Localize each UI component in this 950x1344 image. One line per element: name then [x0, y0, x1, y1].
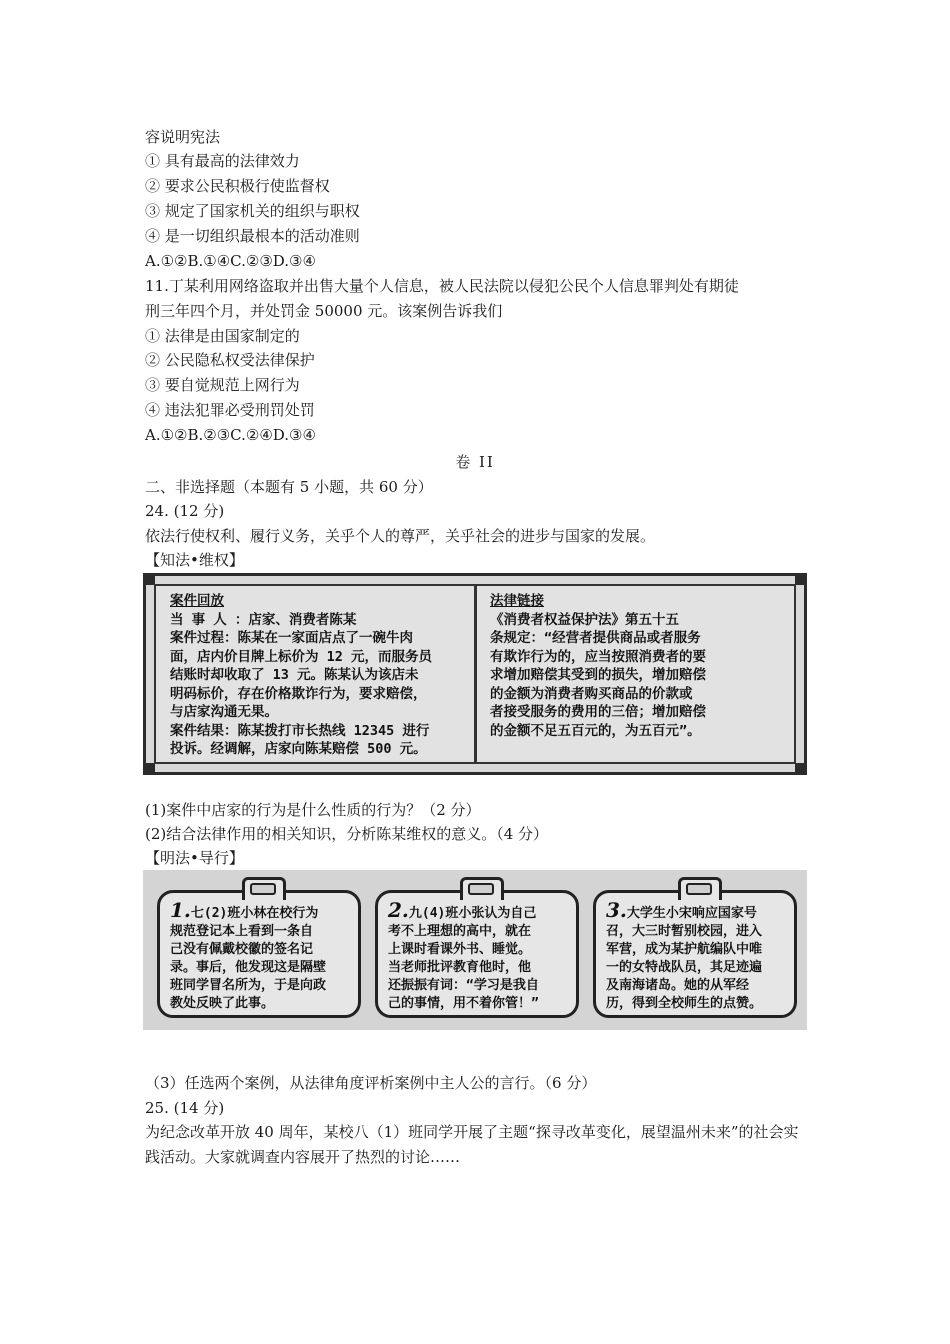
q25-number: 25. (14 分)	[145, 1099, 225, 1117]
case-card-line: 军营，成为某护航编队中唯	[606, 942, 763, 957]
case-review-line: 案件过程：陈某在一家面店点了一碗牛肉	[170, 630, 413, 646]
q24-number: 24. (12 分)	[145, 502, 225, 520]
case-card-line: 教处反映了此事。	[170, 996, 275, 1011]
camera-icon	[468, 883, 494, 895]
q10-option-4: ④ 是一切组织最根本的活动准则	[145, 227, 360, 245]
case-review-line: 案件结果：陈某拨打市长热线 12345 进行	[170, 722, 430, 739]
q24-intro: 依法行使权利、履行义务，关乎个人的尊严，关乎社会的进步与国家的发展。	[145, 527, 656, 545]
q10-option-2: ② 要求公民积极行使监督权	[145, 177, 330, 195]
case-card-line: 历，得到全校师生的点赞。	[606, 996, 763, 1011]
q24-part2-title: 【明法•导行】	[145, 849, 244, 867]
case-card-line: 规范登记本上看到一条自	[170, 924, 314, 939]
case-card-2	[375, 890, 579, 1018]
case-review-title: 案件回放	[170, 593, 224, 609]
case-card-1	[157, 890, 361, 1018]
q11-option-3: ③ 要自觉规范上网行为	[145, 376, 300, 394]
case-card-line: 上课时看课外书、睡觉。	[388, 942, 532, 957]
q11-stem-line2: 刑三年四个月，并处罚金 50000 元。该案例告诉我们	[145, 302, 503, 320]
volume-title: 卷 II	[455, 453, 495, 471]
q24-part1-title: 【知法•维权】	[145, 551, 244, 569]
case-card-line: 当老师批评教育他时，他	[388, 960, 532, 975]
legal-link-line: 《消费者权益保护法》第五十五	[490, 611, 679, 628]
case-card-line: 及南海诸岛。她的从军经	[606, 978, 750, 993]
legal-link-line: 的金额为消费者购买商品的价款或	[490, 685, 693, 702]
case-review-line: 明码标价，存在价格欺诈行为，要求赔偿，	[170, 685, 427, 702]
q11-answers: A.①②B.②③C.②④D.③④	[145, 426, 316, 444]
camera-icon	[250, 883, 276, 895]
case-review-line: 面，店内价目牌上标价为 12 元，而服务员	[170, 648, 433, 665]
q24-sub2: (2)结合法律作用的相关知识，分析陈某维权的意义。（4 分）	[145, 825, 549, 843]
q11-stem-line1: 11.丁某利用网络盗取并出售大量个人信息，被人民法院以侵犯公民个人信息罪判处有期徒	[145, 277, 739, 295]
legal-link-title: 法律链接	[490, 593, 544, 609]
case-card-line: 班同学冒名所为，于是向政	[170, 978, 327, 993]
case-card-line: 大学生小宋响应国家号	[626, 906, 757, 921]
case-review-column	[170, 592, 466, 759]
case-card-3	[593, 890, 797, 1018]
case-review-line: 当 事 人 ：店家、消费者陈某	[170, 611, 357, 628]
q24-sub3: （3）任选两个案例，从法律角度评析案例中主人公的言行。（6 分）	[145, 1074, 597, 1092]
legal-link-line: 者接受服务的费用的三倍；增加赔偿	[490, 704, 706, 720]
q11-option-1: ① 法律是由国家制定的	[145, 327, 300, 345]
legal-link-column	[490, 592, 786, 740]
legal-link-line: 求增加赔偿其受到的损失，增加赔偿	[490, 667, 706, 683]
q11-option-4: ④ 违法犯罪必受刑罚处罚	[145, 401, 315, 419]
case-panel-divider	[474, 586, 477, 762]
behavior-cases-image	[143, 870, 807, 1030]
case-card-line: 召，大三时暂别校园，进入	[606, 924, 763, 939]
q10-option-1: ① 具有最高的法律效力	[145, 152, 300, 170]
case-review-line: 投诉。经调解，店家向陈某赔偿 500 元。	[170, 741, 427, 757]
legal-link-line: 条规定：“经营者提供商品或者服务	[490, 630, 701, 646]
q24-sub1: (1)案件中店家的行为是什么性质的行为？（2 分）	[145, 801, 481, 819]
camera-icon	[686, 883, 712, 895]
q10-stem-tail: 容说明宪法	[145, 128, 221, 146]
case-card-line: 己的事情，用不着你管！”	[388, 996, 539, 1011]
section2-heading: 二、非选择题（本题有 5 小题，共 60 分）	[145, 478, 433, 496]
q11-option-2: ② 公民隐私权受法律保护	[145, 351, 315, 369]
case-card-number: 3.	[606, 898, 627, 922]
case-card-line: 考不上理想的高中，就在	[388, 924, 532, 939]
legal-link-line: 有欺诈行为的，应当按照消费者的要	[490, 648, 706, 665]
case-card-number: 2.	[388, 898, 409, 922]
case-card-line: 九(4)班小张认为自己	[408, 906, 537, 921]
case-card-line: 一的女特战队员，其足迹遍	[606, 960, 763, 975]
legal-link-line: 的金额不足五百元的，为五百元”。	[490, 722, 701, 739]
case-review-line: 与店家沟通无果。	[170, 704, 278, 720]
q10-answers: A.①②B.①④C.②③D.③④	[145, 252, 316, 270]
q25-intro: 为纪念改革开放 40 周年，某校八（1）班同学开展了主题“探寻改革变化，展望温州未来”的社会实践活动。大家就调查内容展开了热烈的讨论……	[145, 1123, 799, 1166]
case-card-line: 还振振有词：“学习是我自	[388, 978, 539, 993]
case-panel-image	[143, 573, 807, 775]
case-card-line: 录。事后，他发现这是隔壁	[170, 960, 327, 975]
case-card-line: 己没有佩戴校徽的签名记	[170, 942, 314, 957]
case-card-number: 1.	[170, 898, 191, 922]
case-card-line: 七(2)班小林在校行为	[190, 906, 319, 921]
case-review-line: 结账时却收取了 13 元。陈某认为该店未	[170, 667, 419, 683]
q10-option-3: ③ 规定了国家机关的组织与职权	[145, 202, 360, 220]
